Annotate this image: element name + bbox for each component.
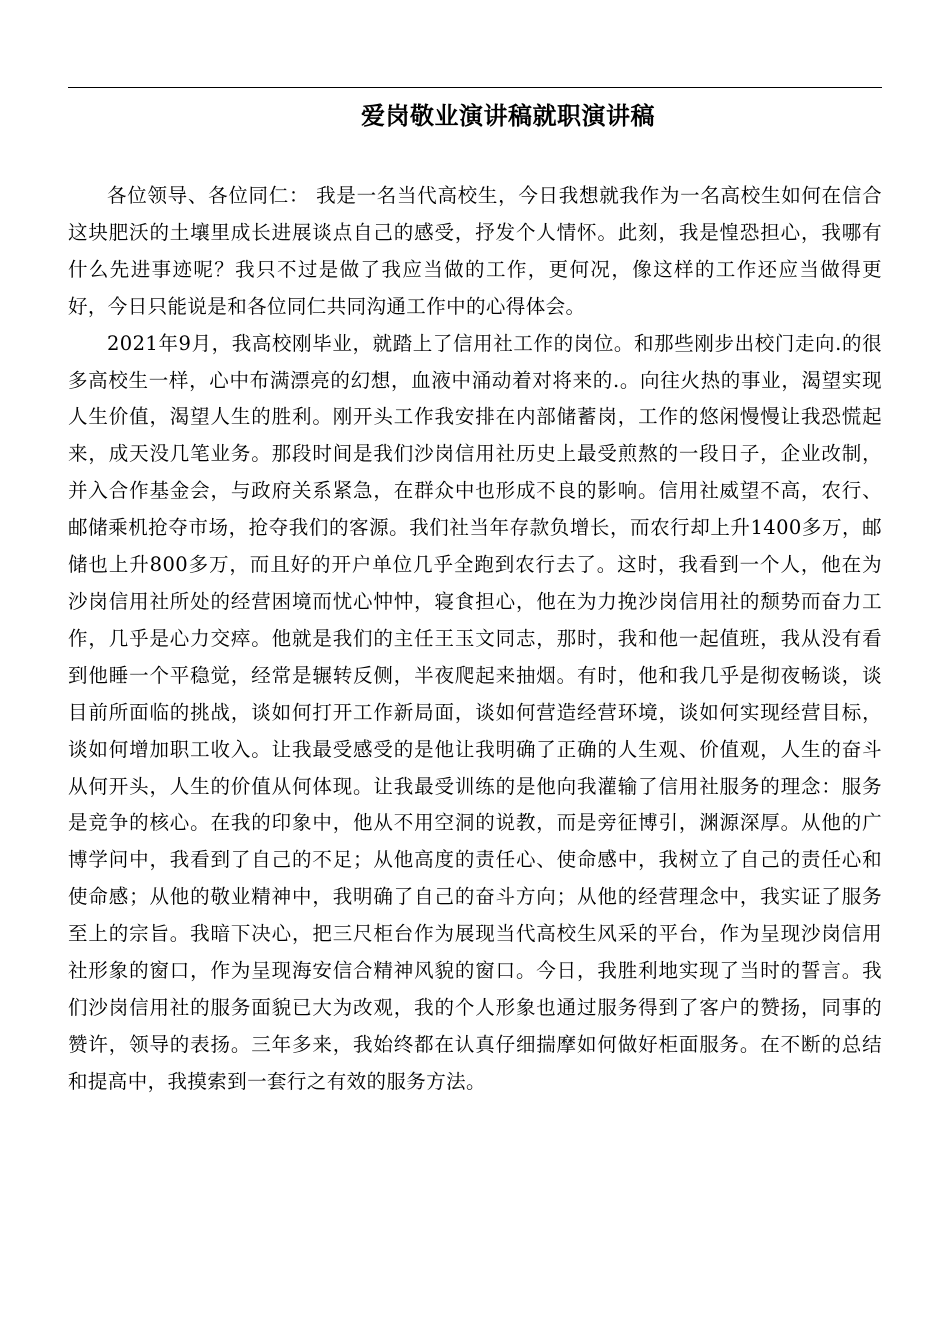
header-rule (68, 87, 882, 88)
paragraph-greeting: 各位领导、各位同仁： 我是一名当代高校生，今日我想就我作为一名高校生如何在信合这块肥沃的土壤里成长进展谈点自己的感受，抒发个人情怀。此刻，我是惶恐担心，我哪有什么先进事迹呢？我只不过是做了我应当做的工作，更何况，像这样的工作还应当做得更好，今日只能说是和各位同仁共同沟通工作中的心得体会。 (68, 184, 882, 318)
document-body (68, 178, 882, 1101)
document-title: 爱岗敬业演讲稿就职演讲稿 (361, 101, 655, 130)
paragraph-story: 2021年9月，我高校刚毕业，就踏上了信用社工作的岗位。和那些刚步出校门走向.的很多高校生一样，心中布满漂亮的幻想，血液中涌动着对将来的.。向往火热的事业，渴望实现人生价值，渴望人生的胜利。刚开头工作我安排在内部储蓄岗，工作的悠闲慢慢让我恐慌起来，成天没几笔业务。那段时间是我们沙岗信用社历史上最受煎熬的一段日子，企业改制，并入合作基金会，与政府关系紧急，在群众中也形成不良的影响。信用社威望不高，农行、邮储乘机抢夺市场，抢夺我们的客源。我们社当年存款负增长，而农行却上升1400多万，邮储也上升800多万，而且好的开户单位几乎全跑到农行去了。这时，我看到一个人，他在为沙岗信用社所处的经营困境而忧心忡忡，寝食担心，他在为力挽沙岗信用社的颓势而奋力工作，几乎是心力交瘁。他就是我们的主任王玉文同志，那时，我和他一起值班，我从没有看到他睡一个平稳觉，经常是辗转反侧，半夜爬起来抽烟。有时，他和我几乎是彻夜畅谈，谈目前所面临的挑战，谈如何打开工作新局面，谈如何营造经营环境，谈如何实现经营目标，谈如何增加职工收入。让我最受感受的是他让我明确了正确的人生观、价值观，人生的奋斗从何开头，人生的价值从何体现。让我最受训练的是他向我灌输了信用社服务的理念：服务是竞争的核心。在我的印象中，他从不用空洞的说教，而是旁征博引，渊源深厚。从他的广博学问中，我看到了自己的不足；从他高度的责任心、使命感中，我树立了自己的责任心和使命感；从他的敬业精神中，我明确了自己的奋斗方向；从他的经营理念中，我实证了服务至上的宗旨。我暗下决心，把三尺柜台作为展现当代高校生风采的平台，作为呈现沙岗信用社形象的窗口，作为呈现海安信合精神风貌的窗口。今日，我胜利地实现了当时的誓言。我们沙岗信用社的服务面貌已大为改观，我的个人形象也通过服务得到了客户的赞扬，同事的赞许，领导的表扬。三年多来，我始终都在认真仔细揣摩如何做好柜面服务。在不断的总结和提高中，我摸索到一套行之有效的服务方法。 (68, 331, 882, 1093)
